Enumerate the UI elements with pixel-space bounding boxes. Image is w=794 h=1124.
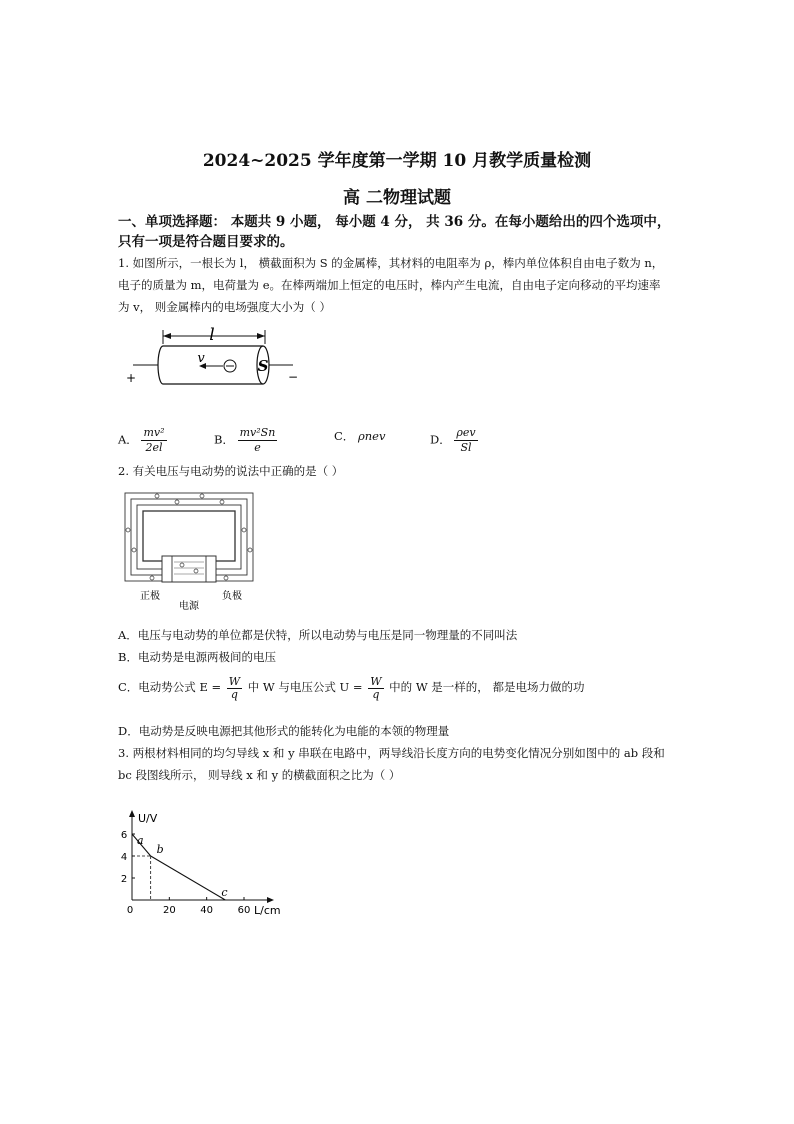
q1-line2: 电子的质量为 m，电荷量为 e。在棒两端加上恒定的电压时，棒内产生电流，自由电子定向移动的平均速率 xyxy=(118,278,661,292)
option-b-denominator: e xyxy=(254,441,261,454)
emf-denominator: q xyxy=(230,687,238,701)
exam-subtitle: 高 二物理试题 xyxy=(343,188,451,208)
chart-marks xyxy=(132,834,228,900)
voltage-denominator: q xyxy=(372,687,380,701)
q1-option-c[interactable] xyxy=(334,428,385,444)
emf-formula-fraction xyxy=(227,676,242,701)
x-axis-label: L/cm xyxy=(254,904,281,917)
q2-option-b[interactable]: B．电动势是电源两极间的电压 xyxy=(118,650,276,664)
q3-line2: bc 段图线所示， 则导线 x 和 y 的横截面积之比为（ ） xyxy=(118,768,401,782)
y-tick-label-6: 6 xyxy=(120,830,128,841)
option-a-numerator: mv² xyxy=(143,426,165,439)
segment-bc xyxy=(151,856,226,900)
x-tick-label-0: 0 xyxy=(126,905,134,916)
y-tick-label-2: 2 xyxy=(120,874,128,885)
plus-terminal: + xyxy=(125,371,137,385)
q1-option-a[interactable] xyxy=(118,426,167,455)
option-c-text: ρnev xyxy=(357,429,386,443)
positive-pole-label: 正极 xyxy=(140,591,160,602)
x-axis-arrow xyxy=(267,897,274,903)
q2-option-c[interactable] xyxy=(118,674,690,701)
x-tick-label-20: 20 xyxy=(162,905,176,916)
option-d-numerator: ρev xyxy=(456,426,476,439)
power-source-label: 电源 xyxy=(179,601,199,612)
voltage-formula-fraction xyxy=(368,676,383,701)
point-label-b: b xyxy=(156,843,164,856)
q1-rod-figure xyxy=(125,326,305,388)
y-axis-label: U/V xyxy=(138,812,158,825)
option-d-fraction xyxy=(454,426,477,455)
q2-option-d[interactable]: D．电动势是反映电源把其他形式的能转化为电能的本领的物理量 xyxy=(118,724,450,738)
exam-title: 2024~2025 学年度第一学期 10 月教学质量检测 xyxy=(202,151,592,171)
option-a-label: A． xyxy=(118,432,138,447)
point-label-c: c xyxy=(221,886,228,899)
q2-battery-figure xyxy=(122,490,262,612)
q2-option-a[interactable]: A．电压与电动势的单位都是伏特，所以电动势与电压是同一物理量的不同叫法 xyxy=(118,628,518,642)
velocity-label: v xyxy=(197,351,205,366)
x-tick-label-40: 40 xyxy=(200,905,214,916)
cross-section-label: S xyxy=(257,357,269,375)
q3-voltage-chart xyxy=(112,810,287,918)
q1-option-b[interactable] xyxy=(214,426,277,455)
option-b-fraction xyxy=(238,426,278,455)
option-b-label: B． xyxy=(214,432,234,447)
y-axis-arrow xyxy=(129,810,135,817)
y-tick-label-4: 4 xyxy=(120,852,128,863)
section-heading-line1: 一、单项选择题： 本题共 9 小题， 每小题 4 分， 共 36 分。在每小题给出的四个选项中， xyxy=(118,214,671,230)
emf-numerator: W xyxy=(228,674,241,688)
q1-line1: 1. 如图所示，一根长为 l， 横截面积为 S 的金属棒，其材料的电阻率为 ρ，棒内单位体积自由电子数为 n， xyxy=(118,256,664,270)
option-a-denominator: 2el xyxy=(145,441,163,454)
option-a-fraction xyxy=(141,426,166,455)
section-heading xyxy=(118,212,688,252)
rod-length-label: l xyxy=(209,326,215,345)
negative-pole-label: 负极 xyxy=(222,591,242,602)
q1-line3: 为 v， 则金属棒内的电场强度大小为（ ） xyxy=(118,300,331,314)
x-tick-label-60: 60 xyxy=(237,905,251,916)
option-b-numerator: mv²Sn xyxy=(239,426,276,439)
option-c-label: C． xyxy=(334,429,355,443)
section-heading-line2: 只有一项是符合题目要求的。 xyxy=(118,234,294,250)
voltage-numerator: W xyxy=(370,674,382,688)
option-d-label: D． xyxy=(430,432,451,447)
q3-line1: 3. 两根材料相同的均匀导线 x 和 y 串联在电路中，两导线沿长度方向的电势变化情况分别如图中的 ab 段和 xyxy=(118,746,665,760)
q2-stem: 2. 有关电压与电动势的说法中正确的是（ ） xyxy=(118,464,344,478)
option-c-middle: 中 W 与电压公式 U = xyxy=(247,680,363,694)
q1-option-d[interactable] xyxy=(430,426,478,455)
q3-stem xyxy=(118,742,690,786)
question-1-stem xyxy=(118,252,690,318)
option-d-denominator: Sl xyxy=(460,441,472,454)
point-label-a: a xyxy=(137,834,144,847)
option-c-suffix: 中的 W 是一样的， 都是电场力做的功 xyxy=(389,680,585,694)
minus-terminal: − xyxy=(287,370,299,384)
option-c-prefix: C．电动势公式 E = xyxy=(118,680,222,694)
